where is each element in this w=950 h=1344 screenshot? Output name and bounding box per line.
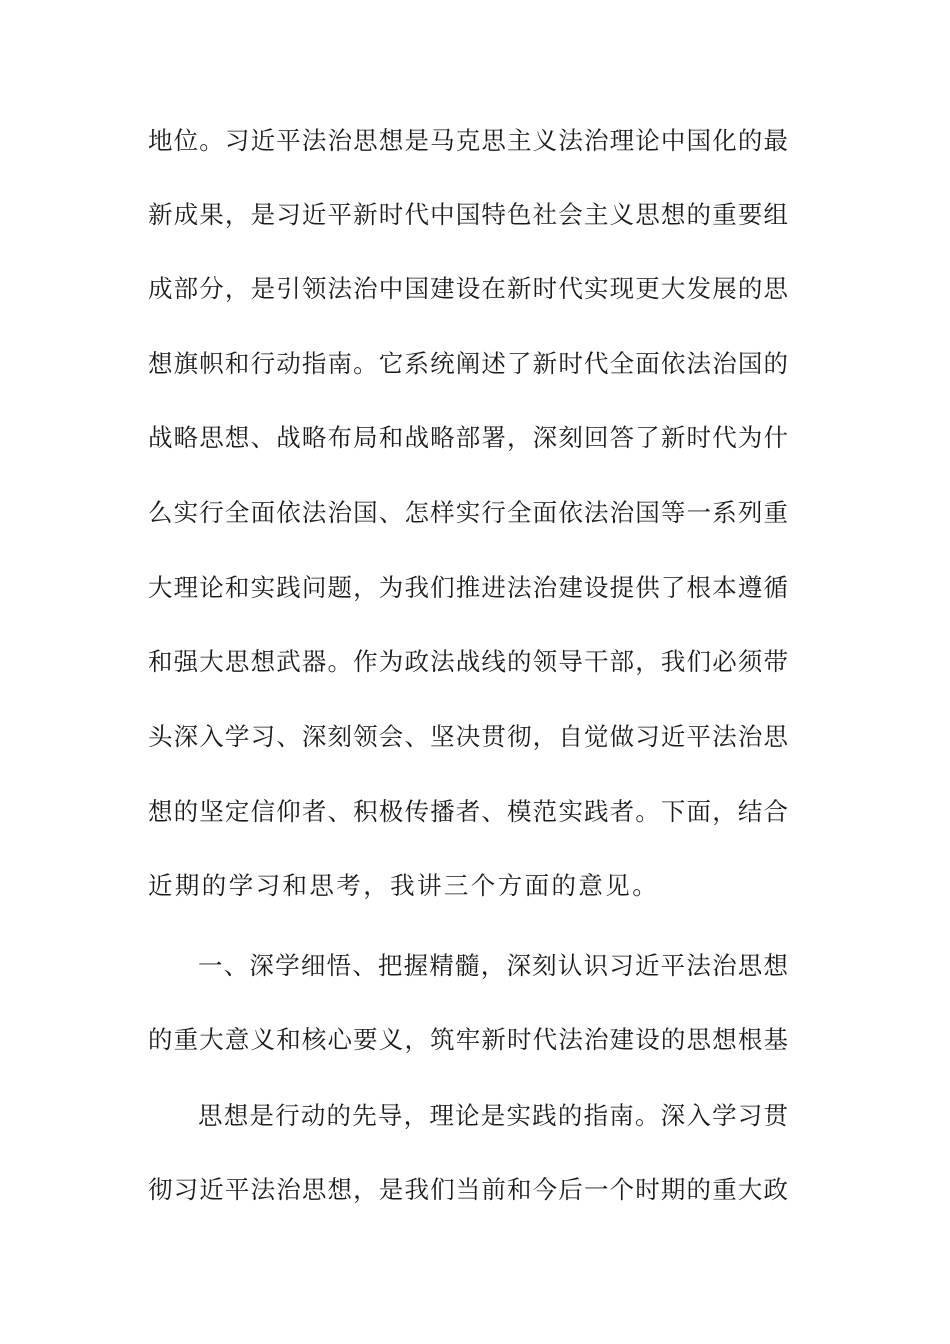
paragraph-line: 和强大思想武器。作为政法战线的领导干部，我们必须带 (148, 647, 788, 676)
section-heading-line: 的重大意义和核心要义，筑牢新时代法治建设的思想根基 (148, 1025, 788, 1054)
paragraph-line: 战略思想、战略布局和战略部署，深刻回答了新时代为什 (148, 423, 788, 452)
paragraph-line: 新成果，是习近平新时代中国特色社会主义思想的重要组 (148, 200, 788, 229)
paragraph-line: 地位。习近平法治思想是马克思主义法治理论中国化的最 (148, 126, 788, 155)
paragraph-line: 想旗帜和行动指南。它系统阐述了新时代全面依法治国的 (148, 349, 788, 378)
paragraph-line: 成部分，是引领法治中国建设在新时代实现更大发展的思 (148, 274, 788, 303)
paragraph-line: 想的坚定信仰者、积极传播者、模范实践者。下面，结合 (148, 797, 788, 826)
paragraph-line: 彻习近平法治思想，是我们当前和今后一个时期的重大政 (148, 1175, 788, 1204)
paragraph-line: 思想是行动的先导，理论是实践的指南。深入学习贯 (198, 1101, 788, 1130)
paragraph-line: 头深入学习、深刻领会、坚决贯彻，自觉做习近平法治思 (148, 722, 788, 751)
section-heading-line: 一、深学细悟、把握精髓，深刻认识习近平法治思想 (198, 951, 788, 980)
paragraph-line: 近期的学习和思考，我讲三个方面的意见。 (148, 871, 660, 900)
paragraph-line: 么实行全面依法治国、怎样实行全面依法治国等一系列重 (148, 498, 788, 527)
paragraph-line: 大理论和实践问题，为我们推进法治建设提供了根本遵循 (148, 573, 788, 602)
